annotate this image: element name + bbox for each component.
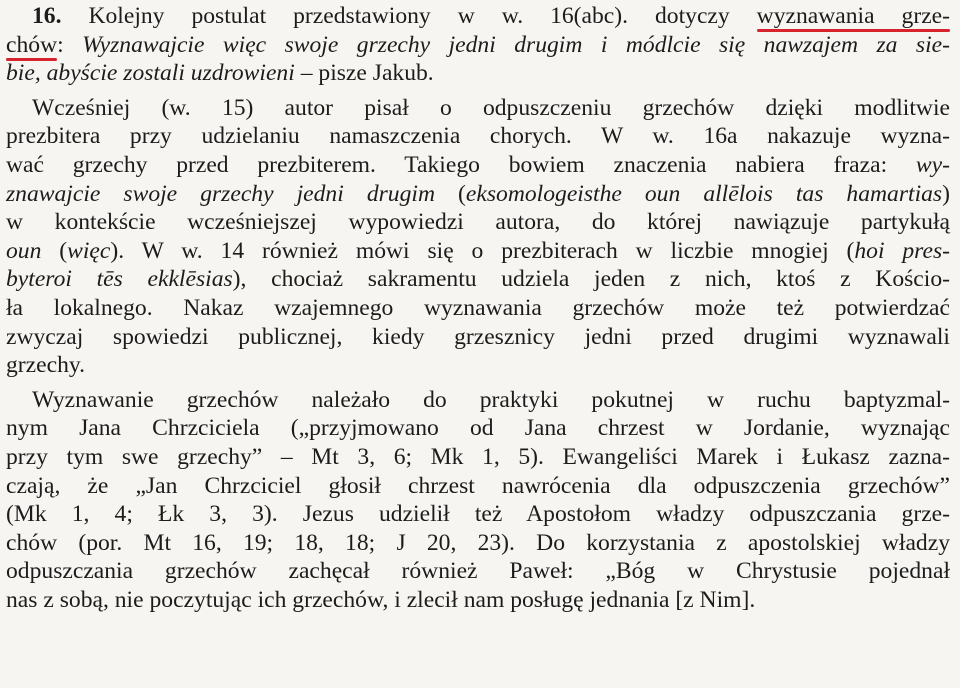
text-line	[6, 237, 950, 266]
text-run: odpuszczania grzechów zachęcał również Paweł: „Bóg w Chrystusie pojednał	[6, 558, 950, 585]
text-run: )	[942, 180, 950, 207]
text-run: zwyczaj spowiedzi publicznej, kiedy grzesznicy jedni przed drugimi wyznawali	[6, 323, 950, 350]
text-line	[6, 94, 950, 123]
text-line	[6, 472, 950, 501]
text-line	[6, 414, 950, 443]
italic-text: eksomologeisthe oun allēlois tas hamartias	[465, 180, 943, 207]
text-run: (Mk 1, 4; Łk 3, 3). Jezus udzielił też Apostołom władzy odpuszczania grze-	[6, 501, 950, 528]
italic-text: wy-	[915, 151, 950, 178]
text-line	[6, 180, 950, 209]
text-run: w kontekście wcześniejszej wypowiedzi autora, do której nawiązuje partykułą	[6, 209, 950, 236]
text-run: (	[435, 180, 466, 207]
text-body	[6, 2, 950, 614]
text-run: wać grzechy przed prezbiterem. Takiego bowiem znaczenia nabiera fraza:	[6, 151, 916, 178]
text-run: – pisze Jakub.	[294, 60, 434, 87]
italic-text: Wyznawajcie więc swoje grzechy jedni drugim i módlcie się nawzajem za sie-	[82, 31, 950, 58]
text-line	[6, 59, 950, 88]
text-line	[6, 443, 950, 472]
text-run: :	[57, 31, 83, 58]
section-number: 16.	[32, 3, 62, 29]
text-line	[6, 208, 950, 237]
red-underline	[757, 29, 950, 32]
text-line	[6, 323, 950, 352]
text-line	[6, 529, 950, 558]
text-line	[6, 386, 950, 415]
italic-text: bie, abyście zostali uzdrowieni	[6, 60, 295, 87]
underlined-phrase: chów	[6, 32, 57, 58]
text-run: nym Jana Chrzciciela („przyjmowano od Jana chrzest w Jordanie, wyznając	[6, 415, 950, 442]
text-line	[6, 2, 950, 31]
text-line	[6, 586, 950, 615]
text-line	[6, 151, 950, 180]
italic-text: hoi pres-	[854, 237, 950, 264]
text-run: prezbitera przy udzielaniu namaszczenia chorych. W w. 16a nakazuje wyzna-	[6, 123, 950, 150]
text-run: ). W w. 14 również mówi się o prezbiterach w liczbie mnogiej (	[110, 237, 855, 264]
text-run: nas z sobą, nie poczytując ich grzechów, i zlecił nam posługę jednania [z Nim].	[6, 586, 756, 613]
text-line	[6, 122, 950, 151]
text-run: przy tym swe grzechy” – Mt 3, 6; Mk 1, 5). Ewangeliści Marek i Łukasz zazna-	[6, 443, 950, 470]
text-line	[6, 500, 950, 529]
text-line	[6, 265, 950, 294]
italic-text: znawajcie swoje grzechy jedni drugim	[6, 180, 435, 207]
red-underline	[6, 58, 57, 61]
text-run: czają, że „Jan Chrzciciel głosił chrzest nawrócenia dla odpuszczenia grzechów”	[6, 472, 950, 499]
text-run: Kolejny postulat przedstawiony w w. 16(abc). dotyczy	[61, 3, 757, 29]
italic-text: oun	[6, 237, 42, 264]
paragraph	[6, 94, 950, 380]
text-run: ), chociaż sakramentu udziela jeden z nich, ktoś z Kościo-	[232, 266, 950, 293]
text-line	[6, 31, 950, 60]
text-run: Wyznawanie grzechów należało do praktyki pokutnej w ruchu baptyzmal-	[32, 386, 950, 413]
text-run: chów (por. Mt 16, 19; 18, 18; J 20, 23). Do korzystania z apostolskiej władzy	[6, 529, 950, 556]
text-line	[6, 351, 950, 380]
italic-text: więc	[67, 237, 111, 264]
text-run: grzechy.	[6, 352, 86, 379]
paragraph	[6, 386, 950, 615]
underlined-phrase: wyznawania grze-	[757, 3, 950, 29]
paragraph	[6, 2, 950, 88]
text-run: Wcześniej (w. 15) autor pisał o odpuszczeniu grzechów dzięki modlitwie	[32, 94, 950, 121]
text-run: (	[41, 237, 68, 264]
italic-text: byteroi tēs ekklēsias	[6, 266, 233, 293]
text-line	[6, 557, 950, 586]
text-run: ła lokalnego. Nakaz wzajemnego wyznawania grzechów może też potwierdzać	[6, 294, 950, 321]
text-line	[6, 294, 950, 323]
